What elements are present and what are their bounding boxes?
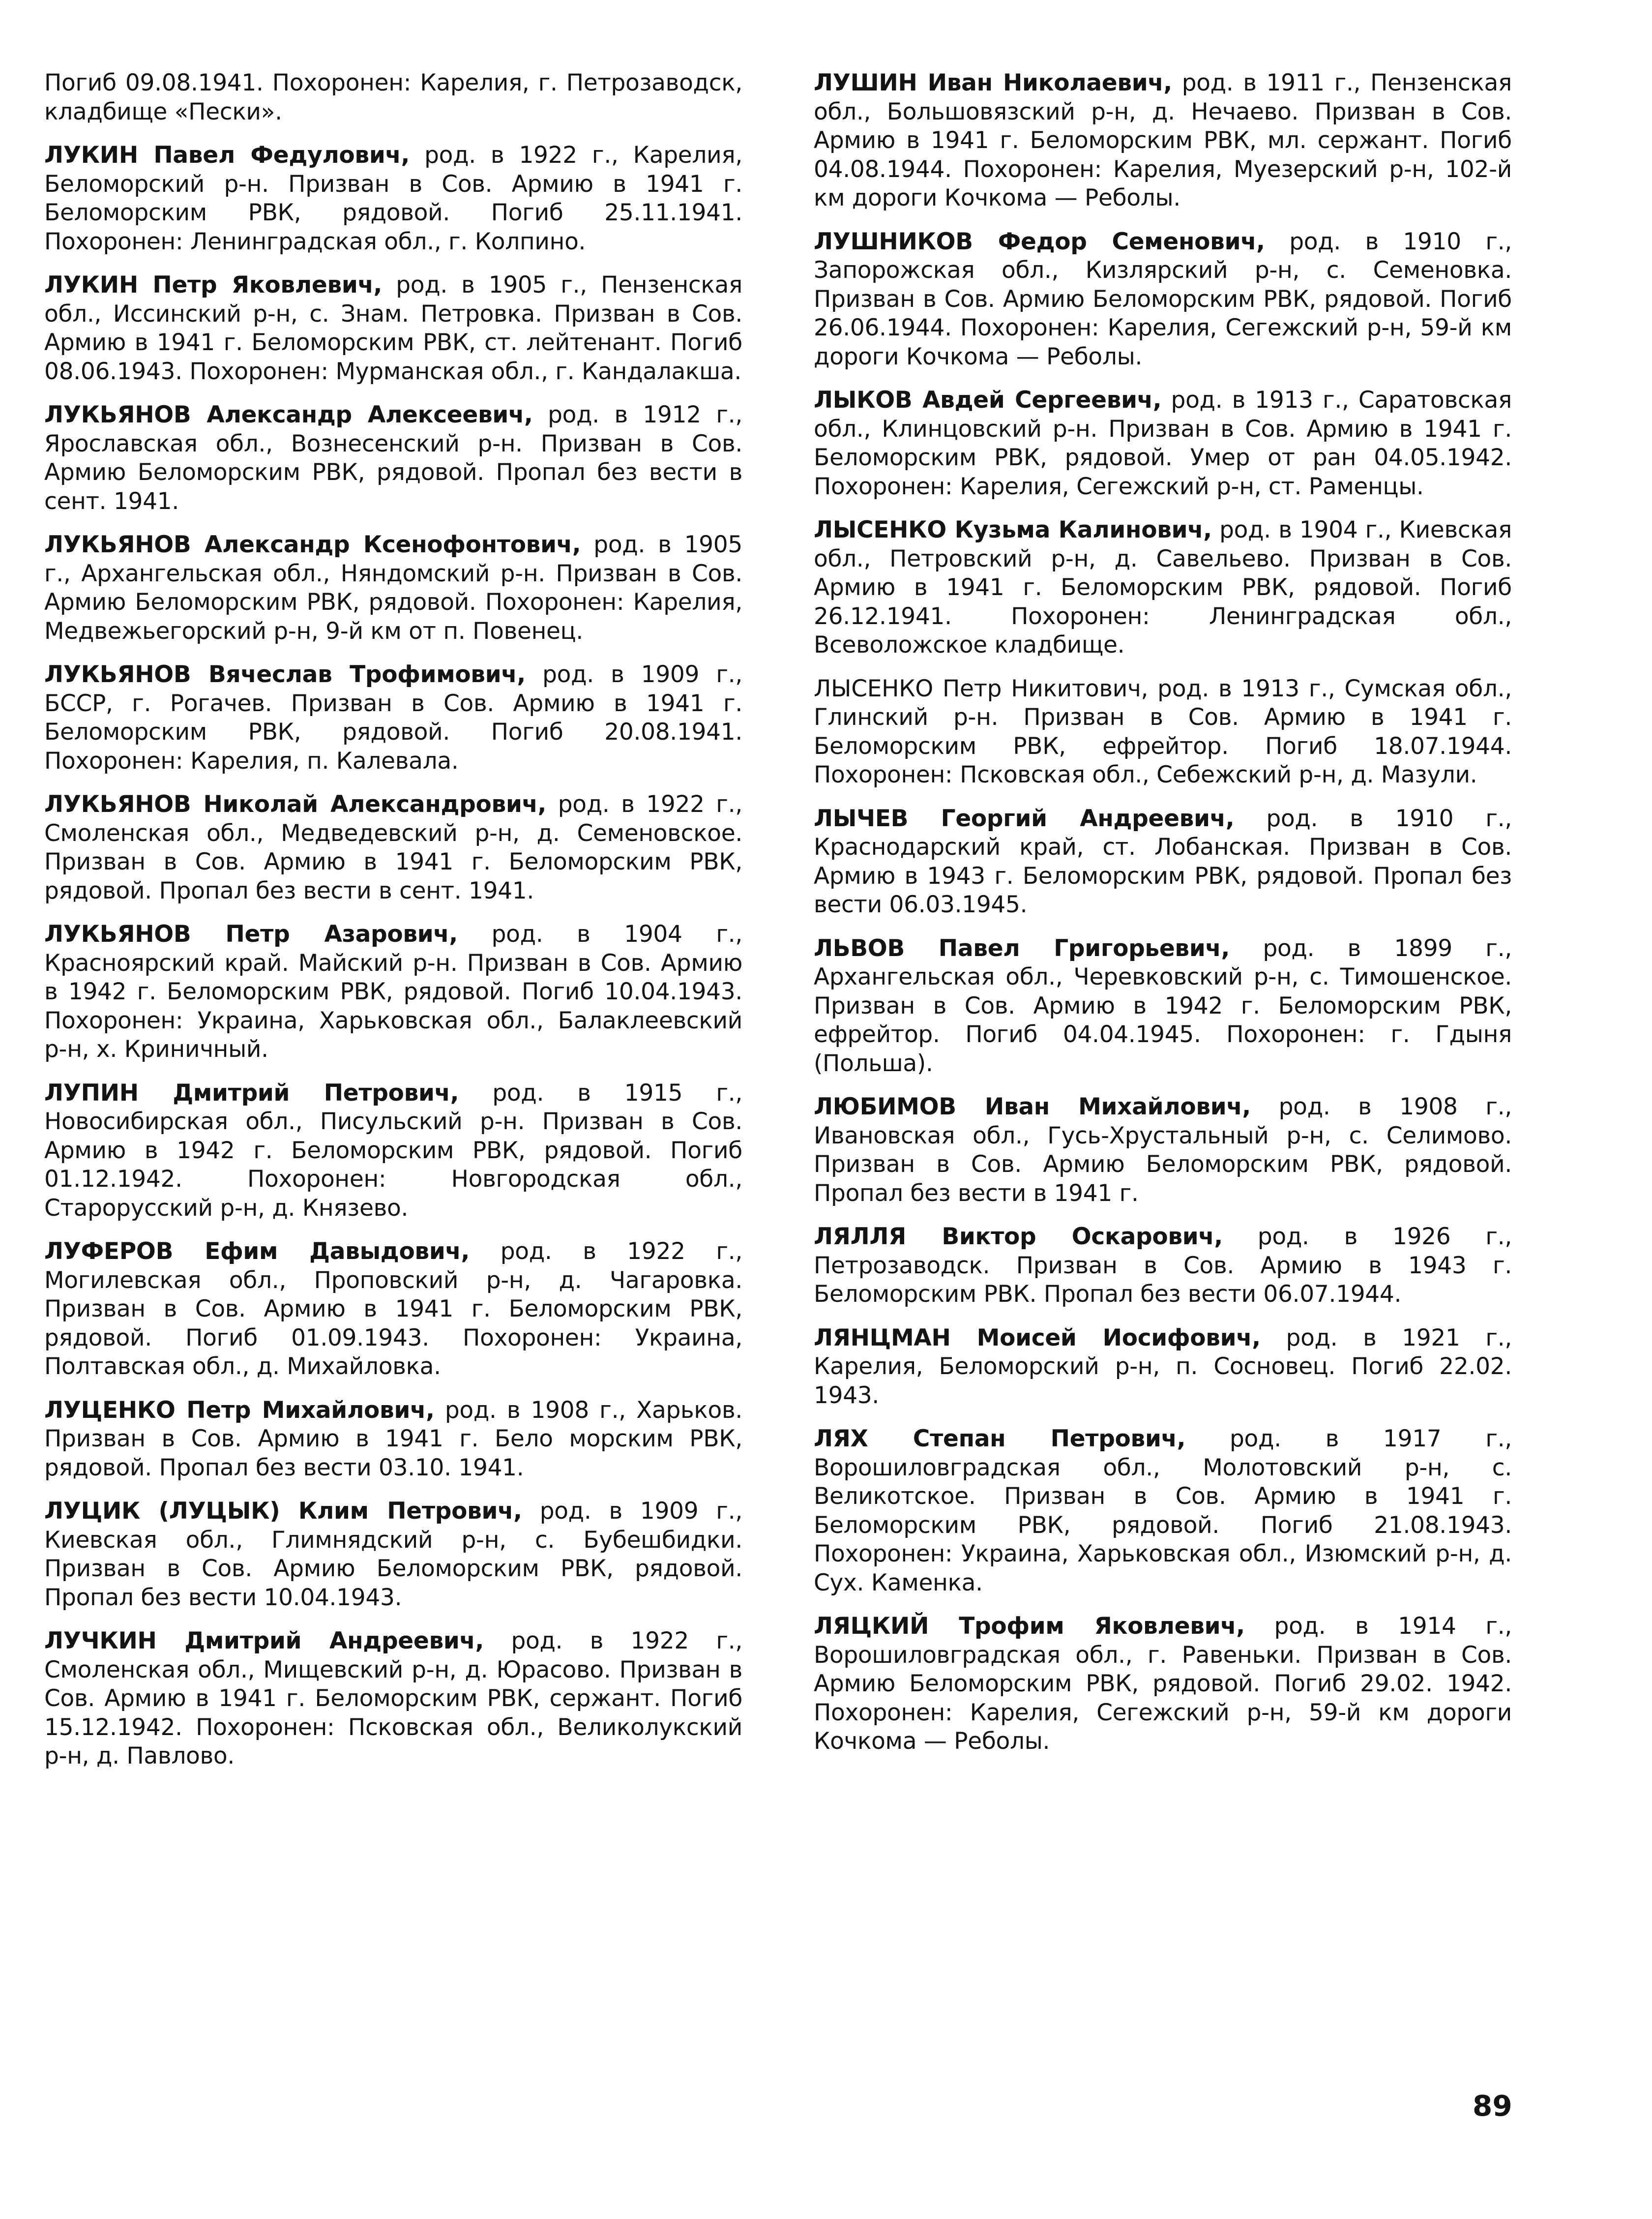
entry-text: род. в 1922 г., Могилевская обл., Проповский р-н, д. Чагаровка. Призван в Сов. Армию в 1941 г. Беломорским РВК, рядовой. Погиб 01.09.1943. Похоронен: Украина, Полтавская обл., д. Михайловка. [44,1238,742,1380]
entry-lyubimov-ivan [814,1093,1512,1208]
entry-text: род. в 1904 г., Киевская обл., Петровский р-н, д. Савельево. Призван в Сов. Армию в 1941 г. Беломорским РВК, рядовой. Погиб 26.12.1941. Похоронен: Ленинградская обл., Всеволожское кладбище. [814,516,1512,659]
entry-continuation [44,69,742,126]
entry-text: род. в 1909 г., БССР, г. Рогачев. Призван в Сов. Армию в 1941 г. Беломорским РВК, рядовой. Погиб 20.08.1941. Похоронен: Карелия, п. Калевала. [44,661,742,775]
entry-name: ЛУЧКИН Дмитрий Андреевич, [44,1627,484,1654]
entry-text: род. в 1908 г., Ивановская обл., Гусь-Хрустальный р-н, с. Селимово. Призван в Сов. Армию Беломорским РВК, рядовой. Пропал без вести в 1941 г. [814,1093,1512,1207]
entry-name: ЛУКЬЯНОВ Николай Александрович, [44,791,547,818]
entry-lukin-pavel [44,141,742,256]
entry-lychev-georgii [814,805,1512,920]
entry-name: ЛЮБИМОВ Иван Михайлович, [814,1093,1251,1120]
entry-lysenko-petr [814,675,1512,790]
entry-lukyanov-nikolai [44,790,742,905]
entry-name: ЛУКЬЯНОВ Александр Алексеевич, [44,401,533,428]
entry-lvov-pavel [814,934,1512,1079]
entry-text: род. в 1905 г., Архангельская обл., Няндомский р-н. Призван в Сов. Армию Беломорским РВК, рядовой. Похоронен: Карелия, Медвежьегорский р-н, 9-й км от п. Повенец. [44,531,742,645]
entry-name: ЛЯНЦМАН Моисей Иосифович, [814,1324,1261,1351]
entry-text: род. в 1913 г., Сумская обл., Глинский р-н. Призван в Сов. Армию в 1941 г. Беломорским РВК, ефрейтор. Погиб 18.07.1944. Похоронен: Псковская обл., Себежский р-н, д. Мазули. [814,675,1512,788]
entry-name: ЛЯЛЛЯ Виктор Оскарович, [814,1223,1223,1250]
entry-text: род. в 1910 г., Краснодарский край, ст. Лобанская. Призван в Сов. Армию в 1943 г. Беломорским РВК, рядовой. Пропал без вести 06.03.1945. [814,805,1512,918]
entry-text: род. в 1914 г., Ворошиловградская обл., г. Равеньки. Призван в Сов. Армию Беломорским РВК, рядовой. Погиб 29.02. 1942. Похоронен: Карелия, Сегежский р-н, 59-й км дороги Кочкома — Реболы. [814,1613,1512,1755]
right-column [814,69,1512,1771]
entry-luchkin-dmitrii [44,1627,742,1771]
entry-name: ЛЫЧЕВ Георгий Андреевич, [814,805,1235,832]
entry-text: род. в 1908 г., Харьков. Призван в Сов. Армию в 1941 г. Бело морским РВК, рядовой. Пропал без вести 03.10. 1941. [44,1396,742,1481]
entry-text: род. в 1926 г., Петрозаводск. Призван в Сов. Армию в 1943 г. Беломорским РВК. Пропал без вести 06.07.1944. [814,1223,1512,1308]
entry-name: ЛУФЕРОВ Ефим Давыдович, [44,1238,470,1265]
entry-lukyanov-aleksandr-a [44,401,742,516]
entry-lushin-ivan [814,69,1512,213]
entry-lutsenko-petr [44,1396,742,1483]
entry-name: ЛЯХ Степан Петрович, [814,1425,1186,1452]
entry-text: род. в 1909 г., Киевская обл., Глимнядский р-н, с. Бубешбидки. Призван в Сов. Армию Беломорским РВК, рядовой. Пропал без вести 10.04.1943. [44,1498,742,1611]
entry-name: ЛУКЬЯНОВ Александр Ксенофонтович, [44,531,581,558]
entry-lukyanov-petr [44,920,742,1064]
entry-text: род. в 1922 г., Смоленская обл., Медведевский р-н, д. Семеновское. Призван в Сов. Армию в 1941 г. Беломорским РВК, рядовой. Пропал без вести в сент. 1941. [44,791,742,904]
entry-text: род. в 1922 г., Смоленская обл., Мищевский р-н, д. Юрасово. Призван в Сов. Армию в 1941 г. Беломорским РВК, сержант. Погиб 15.12.1942. Похоронен: Псковская обл., Великолукский р-н, д. Павлово. [44,1627,742,1769]
entry-lyakh-stepan [814,1425,1512,1597]
entry-name: ЛУЦЕНКО Петр Михайлович, [44,1396,435,1424]
entry-name: ЛЫСЕНКО Петр Никитович, [814,675,1149,702]
entry-name: ЛУЦИК (ЛУЦЫК) Клим Петрович, [44,1498,522,1525]
entry-name: ЛУПИН Дмитрий Петрович, [44,1079,459,1107]
entry-text: род. в 1917 г., Ворошиловградская обл., Молотовский р-н, с. Великотское. Призван в Сов. Армию в 1941 г. Беломорским РВК, рядовой. Погиб 21.08.1943. Похоронен: Украина, Харьковская обл., Изюмский р-н, д. Сух. Каменка. [814,1425,1512,1596]
entry-name: ЛУКИН Петр Яковлевич, [44,271,383,299]
entry-text: род. в 1922 г., Карелия, Беломорский р-н. Призван в Сов. Армию в 1941 г. Беломорским РВК, рядовой. Погиб 25.11.1941. Похоронен: Ленинградская обл., г. Колпино. [44,142,742,255]
left-column [44,69,742,1786]
entry-text: род. в 1912 г., Ярославская обл., Вознесенский р-н. Призван в Сов. Армию Беломорским РВК, рядовой. Пропал без вести в сент. 1941. [44,401,742,515]
entry-lupin-dmitrii [44,1079,742,1223]
entry-name: ЛУКЬЯНОВ Петр Азарович, [44,921,458,948]
entry-lutsik-klim [44,1497,742,1612]
entry-lyallya-viktor [814,1223,1512,1309]
entry-text: род. в 1913 г., Саратовская обл., Клинцовский р-н. Призван в Сов. Армию в 1941 г. Беломорским РВК, рядовой. Умер от ран 04.05.1942. Похоронен: Карелия, Сегежский р-н, ст. Раменцы. [814,387,1512,500]
entry-lukyanov-aleksandr-k [44,531,742,646]
entry-text: род. в 1899 г., Архангельская обл., Черевковский р-н, с. Тимошенское. Призван в Сов. Армию в 1942 г. Беломорским РВК, ефрейтор. Погиб 04.04.1945. Похоронен: г. Гдыня (Польша). [814,934,1512,1077]
entry-text: род. в 1905 г., Пензенская обл., Иссинский р-н, с. Знам. Петровка. Призван в Сов. Армию в 1941 г. Беломорским РВК, ст. лейтенант. Погиб 08.06.1943. Похоронен: Мурманская обл., г. Кандалакша. [44,271,742,385]
entry-lushnikov-fedor [814,228,1512,372]
page-number: 89 [1473,2089,1512,2123]
entry-lyantsman-moisei [814,1324,1512,1410]
entry-name: ЛУКЬЯНОВ Вячеслав Трофимович, [44,661,526,688]
entry-lyatskii-trofim [814,1612,1512,1756]
entry-name: ЛЯЦКИЙ Трофим Яковлевич, [814,1613,1245,1640]
entry-text: род. в 1915 г., Новосибирская обл., Писульский р-н. Призван в Сов. Армию в 1942 г. Беломорским РВК, рядовой. Погиб 01.12.1942. Похоронен: Новгородская обл., Старорусский р-н, д. Князево. [44,1079,742,1222]
entry-name: ЛУКИН Павел Федулович, [44,142,410,169]
entry-name: ЛУШИН Иван Николаевич, [814,69,1172,96]
entry-lukyanov-vyacheslav [44,660,742,776]
entry-name: ЛЬВОВ Павел Григорьевич, [814,934,1230,962]
entry-name: ЛЫКОВ Авдей Сергеевич, [814,387,1162,414]
entry-text: Погиб 09.08.1941. Похоронен: Карелия, г. Петрозаводск, кладбище «Пески». [44,69,742,125]
entry-name: ЛУШНИКОВ Федор Семенович, [814,228,1265,255]
entry-text: род. в 1921 г., Карелия, Беломорский р-н, п. Сосновец. Погиб 22.02. 1943. [814,1324,1512,1409]
entry-lysenko-kuzma [814,516,1512,660]
entry-name: ЛЫСЕНКО Кузьма Калинович, [814,516,1212,543]
entry-luferov-efim [44,1237,742,1381]
entry-lukin-petr [44,271,742,386]
entry-text: род. в 1911 г., Пензенская обл., Большовязский р-н, д. Нечаево. Призван в Сов. Армию в 1941 г. Беломорским РВК, мл. сержант. Погиб 04.08.1944. Похоронен: Карелия, Муезерский р-н, 102-й км дороги Кочкома — Реболы. [814,69,1512,211]
entry-text: род. в 1904 г., Красноярский край. Майский р-н. Призван в Сов. Армию в 1942 г. Беломорским РВК, рядовой. Погиб 10.04.1943. Похоронен: Украина, Харьковская обл., Балаклеевский р-н, х. Криничный. [44,921,742,1063]
entry-text: род. в 1910 г., Запорожская обл., Кизлярский р-н, с. Семеновка. Призван в Сов. Армию Беломорским РВК, рядовой. Погиб 26.06.1944. Похоронен: Карелия, Сегежский р-н, 59-й км дороги Кочкома — Реболы. [814,228,1512,370]
entry-lykov-avdei [814,386,1512,501]
